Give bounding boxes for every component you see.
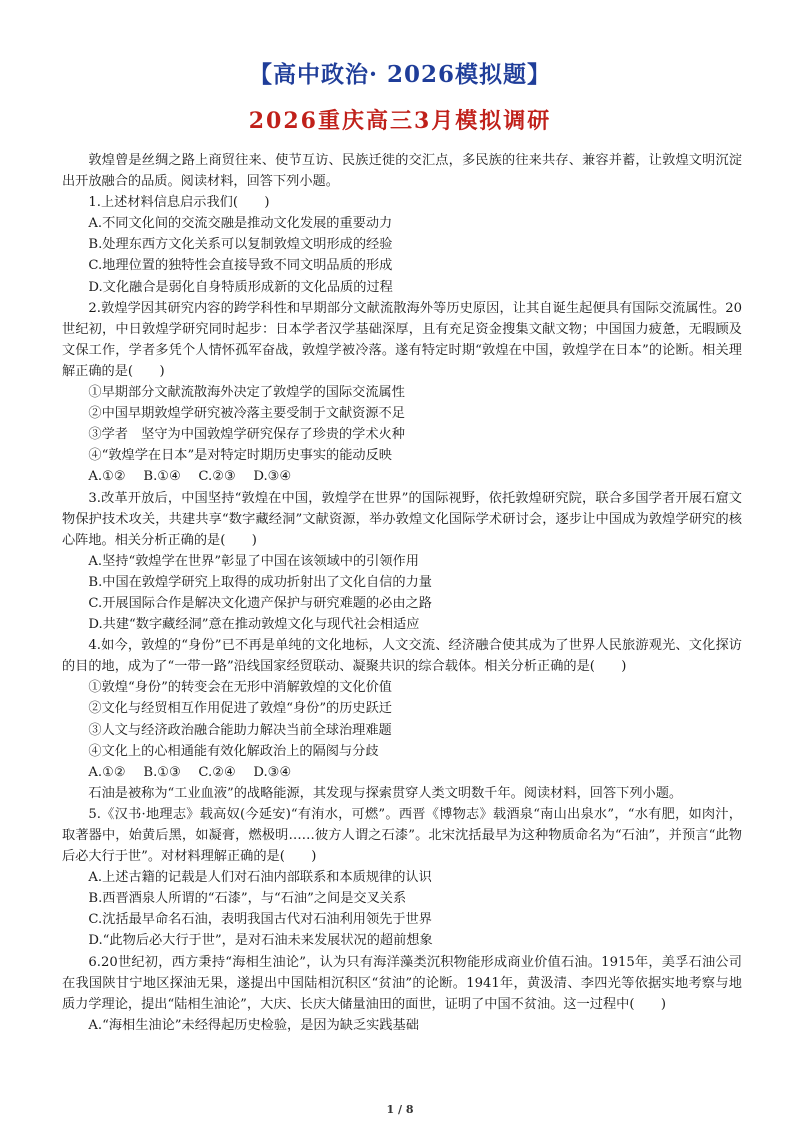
question-3-option-d: D.共建“数字藏经洞”意在推动敦煌文化与现代社会相适应 [88, 617, 420, 633]
question-2-statement-3: ③学者 坚守为中国敦煌学研究保存了珍贵的学术火种 [88, 427, 405, 443]
question-2-choice-a: A.①② [88, 469, 126, 485]
question-2-statement-2: ②中国早期敦煌学研究被冷落主要受制于文献资源不足 [88, 406, 405, 422]
question-6-option-a: A.“海相生油论”未经得起历史检验，是因为缺乏实践基础 [88, 1017, 419, 1033]
question-4-statement-4: ④文化上的心相通能有效化解政治上的隔阂与分歧 [88, 743, 379, 759]
question-6-stem: 6.20世纪初，西方秉持“海相生油论”，认为只有海洋藻类沉积物能形成商业价值石油。1915年，美孚石油公司在我国陕甘宁地区探油无果，遂提出中国陆相沉积区“贫油”的论断。1941年，黄汲清、李四光等依据实地考察与地质力学理论，提出“陆相生油论”，大庆、长庆大储量油田的面世，证明了中国不贫油。这一过程中( ) [62, 954, 742, 1012]
question-5-option-a: A.上述古籍的记载是人们对石油内部联系和本质规律的认识 [88, 870, 432, 886]
question-5-option-c: C.沈括最早命名石油，表明我国古代对石油利用领先于世界 [88, 912, 432, 928]
series-header: 【高中政治· 2026模拟题】 [248, 61, 552, 88]
question-4-statement-2: ②文化与经贸相互作用促进了敦煌“身份”的历史跃迁 [88, 701, 392, 717]
question-3-option-b: B.中国在敦煌学研究上取得的成功折射出了文化自信的力量 [88, 574, 432, 590]
question-3-option-c: C.开展国际合作是解决文化遗产保护与研究难题的必由之路 [88, 595, 432, 611]
document-body [62, 150, 742, 1036]
material-intro-petroleum: 石油是被称为“工业血液”的战略能源，其发现与探索贯穿人类文明数千年。阅读材料，回答下列小题。 [88, 785, 683, 801]
question-2-choice-d: D.③④ [253, 469, 292, 485]
question-4-choice-c: C.②④ [198, 764, 236, 780]
question-2-statement-1: ①早期部分文献流散海外决定了敦煌学的国际交流属性 [88, 385, 405, 401]
question-3-option-a: A.坚持“敦煌学在世界”彰显了中国在该领域中的引领作用 [88, 553, 419, 569]
question-2-choices [62, 466, 742, 487]
question-4-choice-a: A.①② [88, 764, 126, 780]
question-3-stem: 3.改革开放后，中国坚持“敦煌在中国，敦煌学在世界”的国际视野，依托敦煌研究院，联合多国学者开展石窟文物保护技术攻关，共建共享“数字藏经洞”文献资源，举办敦煌文化国际学术研讨会，逐步让中国成为敦煌学研究的核心阵地。相关分析正确的是( ) [62, 490, 742, 548]
question-4-statement-3: ③人文与经济政治融合能助力解决当前全球治理难题 [88, 722, 392, 738]
page-number: 1 / 8 [386, 1103, 414, 1116]
question-4-statement-1: ①敦煌“身份”的转变会在无形中消解敦煌的文化价值 [88, 680, 392, 696]
question-2-choice-b: B.①④ [143, 469, 181, 485]
question-1-stem: 1.上述材料信息启示我们( ) [88, 195, 270, 211]
page-title: 2026重庆高三3月模拟调研 [248, 108, 552, 134]
question-4-choice-d: D.③④ [253, 764, 292, 780]
question-5-stem: 5.《汉书·地理志》载高奴(今延安)“有洧水，可燃”。西晋《博物志》载酒泉“南山出泉水”，“水有肥，如肉汁，取著器中，始黄后黑，如凝膏，燃极明……彼方人谓之石漆”。北宋沈括最早为这种物质命名为“石油”，并预言“此物后必大行于世”。对材料理解正确的是( ) [62, 806, 742, 865]
question-4-choices [62, 762, 742, 783]
question-4-choice-b: B.①③ [143, 764, 181, 780]
question-1-option-a: A.不同文化间的交流交融是推动文化发展的重要动力 [88, 216, 393, 232]
question-2-choice-c: C.②③ [198, 469, 236, 485]
question-5-option-d: D.“此物后必大行于世”，是对石油未来发展状况的超前想象 [88, 933, 433, 949]
question-1-option-d: D.文化融合是弱化自身特质形成新的文化品质的过程 [88, 279, 393, 295]
question-1-option-c: C.地理位置的独特性会直接导致不同文明品质的形成 [88, 258, 393, 274]
question-2-stem: 2.敦煌学因其研究内容的跨学科性和早期部分文献流散海外等历史原因，让其自诞生起便具有国际交流属性。20世纪初，中日敦煌学研究同时起步：日本学者汉学基础深厚，且有充足资金搜集文献文物；中国国力疲惫，无暇顾及文保工作，学者多凭个人情怀孤军奋战，敦煌学被冷落。遂有特定时期“敦煌在中国，敦煌学在日本”的论断。相关理解正确的是( ) [62, 300, 742, 379]
question-1-option-b: B.处理东西方文化关系可以复制敦煌文明形成的经验 [88, 237, 393, 253]
question-5-option-b: B.西晋酒泉人所谓的“石漆”，与“石油”之间是交叉关系 [88, 891, 407, 907]
question-4-stem: 4.如今，敦煌的“身份”已不再是单纯的文化地标，人文交流、经济融合使其成为了世界人民旅游观光、文化探访的目的地，成为了“一带一路”沿线国家经贸联动、凝聚共识的综合载体。相关分析正确的是( ) [62, 638, 742, 675]
material-intro-dunhuang: 敦煌曾是丝绸之路上商贸往来、使节互访、民族迁徙的交汇点，多民族的往来共存、兼容并蓄，让敦煌文明沉淀出开放融合的品质。阅读材料，回答下列小题。 [62, 153, 742, 190]
question-2-statement-4: ④“敦煌学在日本”是对特定时期历史事实的能动反映 [88, 448, 392, 464]
